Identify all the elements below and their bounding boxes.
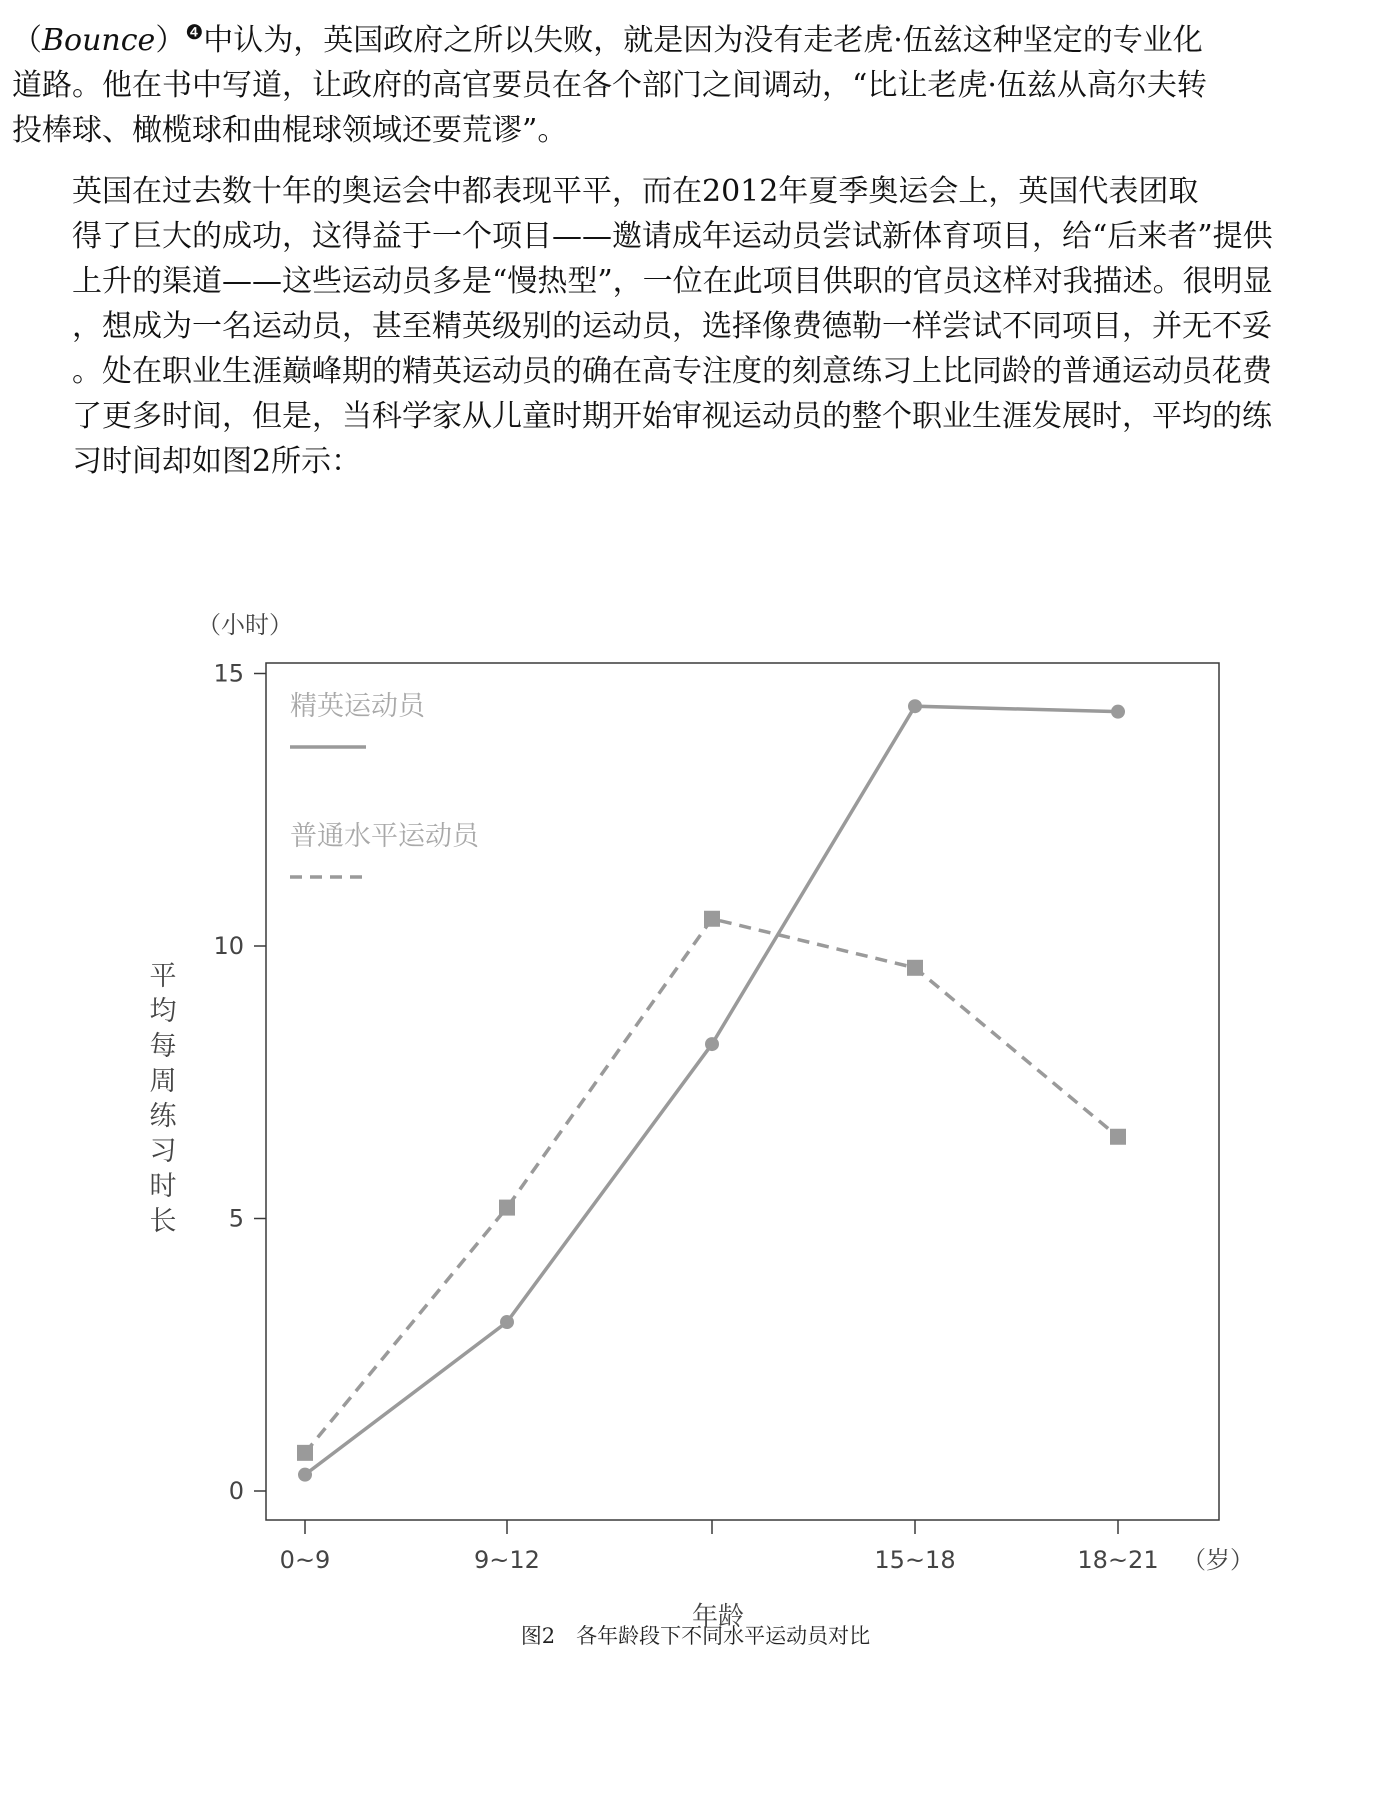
series-line <box>305 919 1118 1453</box>
paragraph-2-line-5: 。处在职业生涯巅峰期的精英运动员的确在高专注度的刻意练习上比同龄的普通运动员花费 <box>72 354 1272 389</box>
paragraph-1-line-3: 投棒球、橄榄球和曲棍球领域还要荒谬”。 <box>12 113 568 148</box>
series-elite <box>298 699 1125 1481</box>
x-axis-label: 年龄 <box>691 1602 745 1632</box>
x-axis-ticks <box>280 1520 1159 1574</box>
data-point-circle <box>500 1315 514 1329</box>
data-point-circle <box>705 1037 719 1051</box>
plot-frame <box>266 663 1219 1520</box>
paragraph-1-line-2: 道路。他在书中写道，让政府的高官要员在各个部门之间调动，“比让老虎·伍兹从高尔夫转 <box>12 68 1207 103</box>
data-point-circle <box>1111 705 1125 719</box>
y-axis-ticks <box>213 660 266 1506</box>
x-tick-label: 9~12 <box>474 1546 540 1574</box>
y-axis-label <box>150 961 178 1237</box>
paragraph-2-line-4: ，想成为一名运动员，甚至精英级别的运动员，选择像费德勒一样尝试不同项目，并无不妥 <box>72 309 1272 344</box>
legend <box>290 691 481 877</box>
legend-label: 精英运动员 <box>290 691 425 722</box>
data-point-square <box>704 911 720 927</box>
y-axis-label-char: 周 <box>149 1066 177 1097</box>
footnote-marker[interactable]: ❹ <box>185 20 204 44</box>
y-axis-label-char: 平 <box>149 961 177 992</box>
legend-label: 普通水平运动员 <box>290 821 479 852</box>
y-axis-label-char: 长 <box>149 1206 177 1237</box>
open-paren: （ <box>12 23 42 58</box>
book-title-italic: Bounce <box>42 23 156 58</box>
paragraph-2 <box>12 169 1380 484</box>
y-tick-label: 5 <box>228 1204 244 1233</box>
y-axis-label-char: 每 <box>149 1031 177 1062</box>
paragraph-1-line-1-text: 中认为，英国政府之所以失败，就是因为没有走老虎·伍兹这种坚定的专业化 <box>203 23 1203 58</box>
data-point-square <box>907 960 923 976</box>
paragraph-2-line-3: 上升的渠道——这些运动员多是“慢热型”，一位在此项目供职的官员这样对我描述。很明显 <box>72 264 1273 299</box>
y-axis-label-char: 习 <box>149 1136 177 1167</box>
paragraph-2-line-6: 了更多时间，但是，当科学家从儿童时期开始审视运动员的整个职业生涯发展时，平均的练 <box>72 399 1272 434</box>
y-tick-label: 10 <box>213 932 244 960</box>
y-axis-label-char: 均 <box>149 996 177 1027</box>
y-axis-label-char: 练 <box>149 1101 177 1132</box>
paragraph-2-line-7: 习时间却如图2所示： <box>72 444 362 479</box>
data-point-circle <box>908 699 922 713</box>
x-unit-label: （岁） <box>1182 1546 1254 1574</box>
x-tick-label: 18~21 <box>1077 1546 1159 1574</box>
body-text <box>12 10 1380 500</box>
y-axis-label-char: 时 <box>149 1171 177 1202</box>
x-tick-label: 15~18 <box>874 1546 956 1574</box>
y-tick-label: 0 <box>228 1477 244 1505</box>
close-paren: ） <box>155 23 186 58</box>
data-point-square <box>1110 1129 1126 1145</box>
data-point-circle <box>298 1468 312 1482</box>
series-line <box>305 706 1118 1474</box>
paragraph-1-line-1 <box>12 10 1380 63</box>
paragraph-1 <box>12 10 1380 153</box>
x-tick-label: 0~9 <box>279 1546 331 1574</box>
series-average <box>297 911 1126 1461</box>
figure-caption: 图2 各年龄段下不同水平运动员对比 <box>520 1624 871 1648</box>
y-unit-label: （小时） <box>197 611 293 639</box>
data-point-square <box>499 1200 515 1216</box>
paragraph-2-line-2: 得了巨大的成功，这得益于一个项目——邀请成年运动员尝试新体育项目，给“后来者”提供 <box>72 219 1273 254</box>
paragraph-2-line-1: 英国在过去数十年的奥运会中都表现平平，而在2012年夏季奥运会上，英国代表团取 <box>72 174 1199 209</box>
y-tick-label: 15 <box>213 659 244 688</box>
data-point-square <box>297 1445 313 1461</box>
series-layer <box>297 699 1126 1481</box>
